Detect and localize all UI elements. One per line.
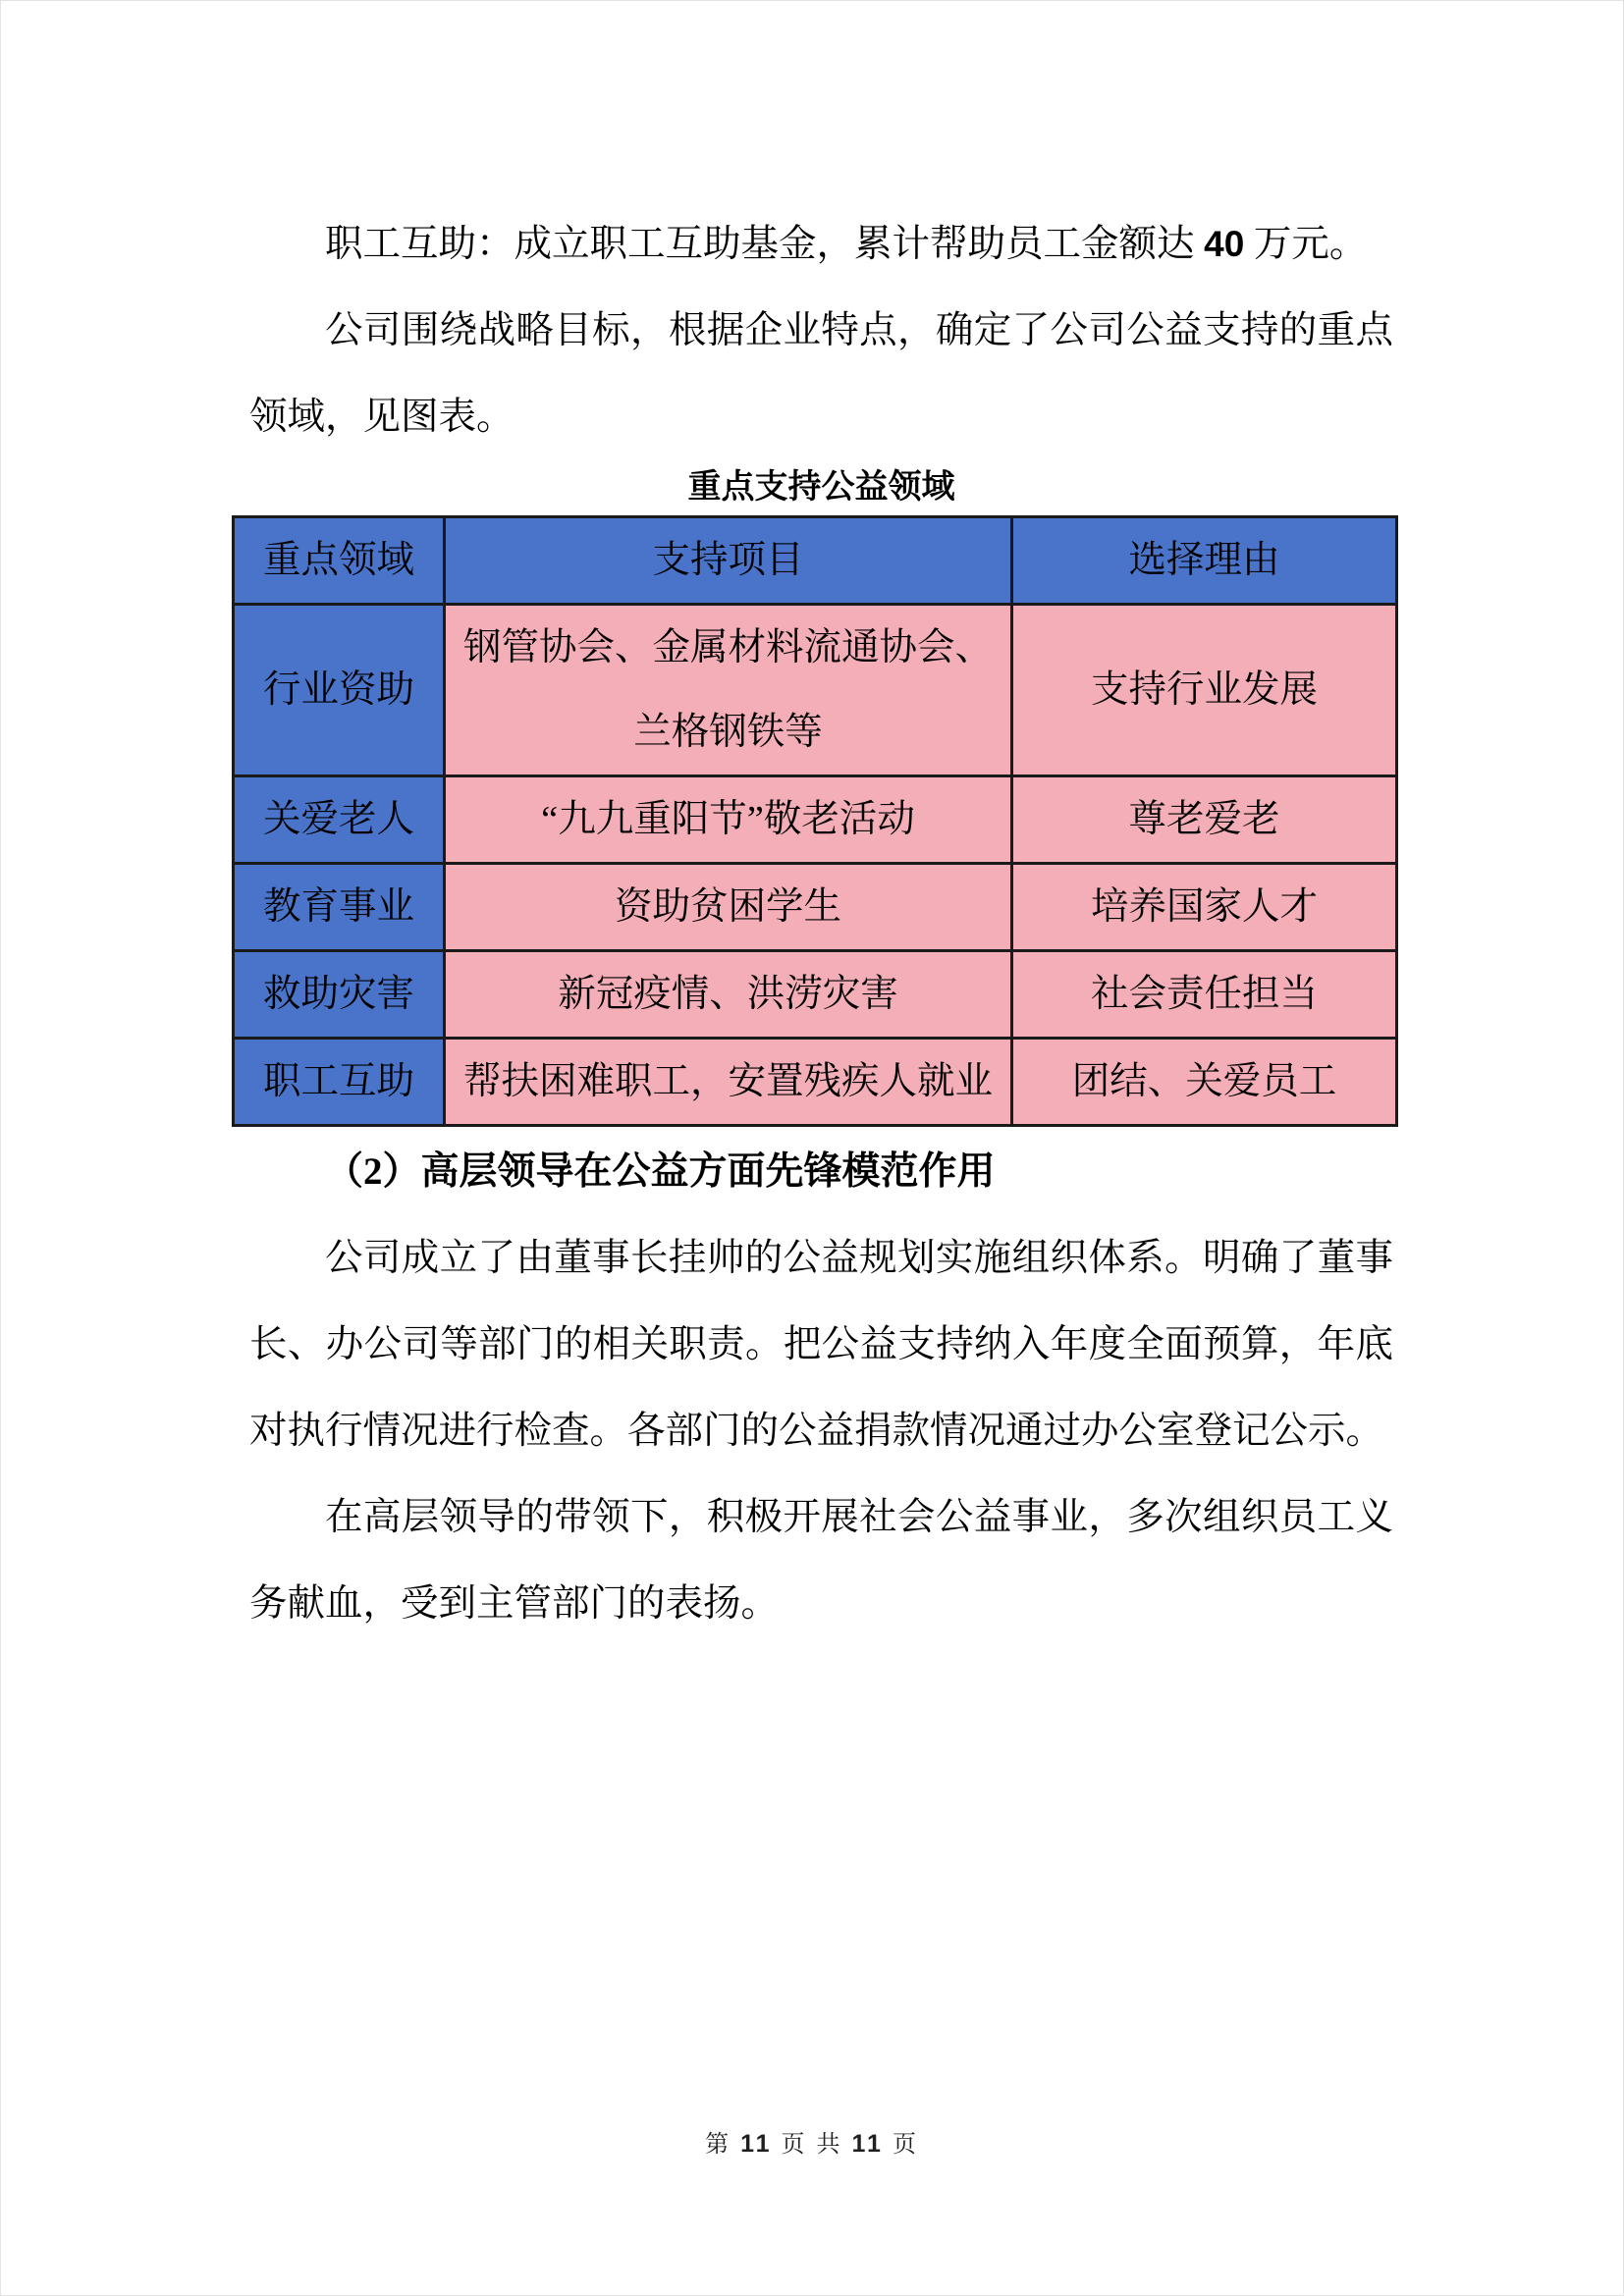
table-row-elderly-care — [234, 776, 1397, 864]
table-header-row — [234, 517, 1397, 605]
table-row-disaster-relief — [234, 951, 1397, 1039]
project-cell: 新冠疫情、洪涝灾害 — [445, 951, 1012, 1039]
reason-cell: 支持行业发展 — [1012, 605, 1397, 776]
table-title: 重点支持公益领域 — [687, 469, 955, 506]
table-row-education — [234, 864, 1397, 951]
paragraph-mutual-aid-text: 职工互助：成立职工互助基金，累计帮助员工金额达 — [325, 224, 1205, 265]
public-welfare-table — [232, 515, 1398, 1127]
paragraph-org-system: 公司成立了由董事长挂帅的公益规划实施组织体系。明确了董事长、办公司等部门的相关职责。把公益支持纳入年度全面预算，年底对执行情况进行检查。各部门的公益捐款情况通过办公室登记公示。 — [249, 1238, 1393, 1452]
header-cell-key-area: 重点领域 — [234, 517, 445, 605]
footer-current-page: 11 — [740, 2130, 773, 2158]
footer-separator: 页 共 — [772, 2132, 852, 2158]
reason-cell: 团结、关爱员工 — [1012, 1039, 1397, 1126]
area-cell: 职工互助 — [234, 1039, 445, 1126]
paragraph-mutual-aid-unit: 万元。 — [1244, 224, 1368, 265]
table-row-industry — [234, 605, 1397, 776]
section-heading: （2）高层领导在公益方面先锋模范作用 — [325, 1150, 996, 1193]
paragraph-strategy: 公司围绕战略目标，根据企业特点，确定了公司公益支持的重点领域，见图表。 — [249, 310, 1393, 438]
project-cell: “九九重阳节”敬老活动 — [445, 776, 1012, 864]
reason-cell: 尊老爱老 — [1012, 776, 1397, 864]
area-cell: 关爱老人 — [234, 776, 445, 864]
footer-total-pages: 11 — [851, 2130, 884, 2158]
header-cell-support-project: 支持项目 — [445, 517, 1012, 605]
area-cell: 救助灾害 — [234, 951, 445, 1039]
table-row-worker-mutual-aid — [234, 1039, 1397, 1126]
footer-suffix: 页 — [883, 2132, 919, 2158]
page-footer — [1, 2129, 1623, 2160]
area-cell: 行业资助 — [234, 605, 445, 776]
header-cell-selection-reason: 选择理由 — [1012, 517, 1397, 605]
document-content — [1, 1, 1623, 1647]
amount-value: 40 — [1204, 224, 1245, 264]
project-cell: 钢管协会、金属材料流通协会、兰格钢铁等 — [445, 605, 1012, 776]
reason-cell: 社会责任担当 — [1012, 951, 1397, 1039]
paragraph-mutual-aid-summary — [249, 201, 1393, 288]
reason-cell: 培养国家人才 — [1012, 864, 1397, 951]
project-cell: 资助贫困学生 — [445, 864, 1012, 951]
footer-prefix: 第 — [705, 2132, 741, 2158]
paragraph-blood-donation: 在高层领导的带领下，积极开展社会公益事业，多次组织员工义务献血，受到主管部门的表扬。 — [249, 1497, 1393, 1625]
area-cell: 教育事业 — [234, 864, 445, 951]
project-cell: 帮扶困难职工，安置残疾人就业 — [445, 1039, 1012, 1126]
